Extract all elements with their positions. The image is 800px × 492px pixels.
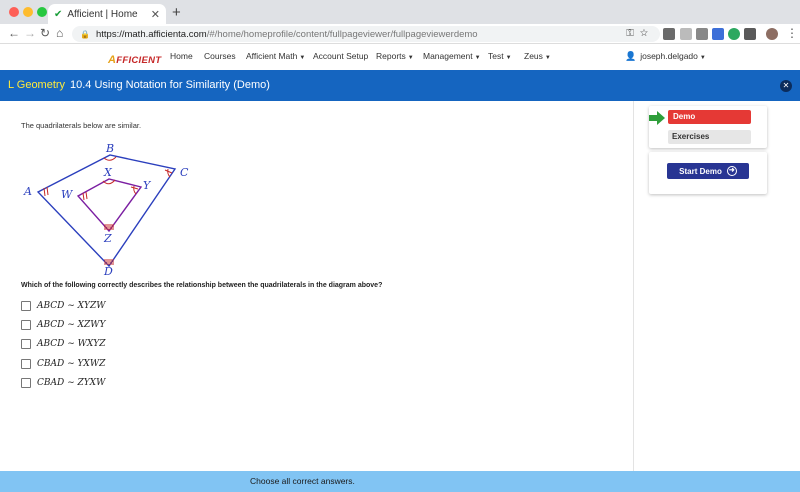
answer-label: CBAD ∼ YXWZ — [37, 359, 106, 369]
answer-option-5[interactable] — [21, 378, 105, 388]
answer-option-4[interactable] — [21, 359, 105, 369]
lock-icon: 🔒 — [80, 29, 90, 39]
chevron-down-icon: ▼ — [544, 55, 551, 61]
minimize-window-button[interactable] — [23, 7, 33, 17]
answer-option-3[interactable] — [21, 339, 106, 349]
extension-blue-icon[interactable] — [712, 28, 724, 40]
label-c: C — [180, 166, 189, 179]
answer-label: ABCD ∼ XZWY — [37, 320, 106, 330]
answer-checkbox[interactable] — [21, 378, 31, 388]
demo-button[interactable]: Demo — [668, 110, 751, 124]
new-tab-button[interactable]: + — [172, 4, 181, 21]
browser-menu-icon[interactable]: ⋮ — [786, 26, 798, 40]
extension-dark-icon[interactable] — [744, 28, 756, 40]
nav-test[interactable]: Test ▼ — [488, 51, 512, 61]
nav-home[interactable]: Home — [170, 51, 193, 61]
arrow-right-circle-icon: ➜ — [727, 166, 737, 176]
label-z: Z — [104, 232, 112, 245]
lesson-header — [0, 70, 800, 101]
extension-k-icon[interactable] — [680, 28, 692, 40]
chevron-down-icon: ▼ — [407, 55, 414, 61]
browser-toolbar — [0, 24, 800, 44]
key-icon[interactable]: ⚿ — [626, 28, 640, 39]
start-demo-button[interactable] — [667, 163, 749, 179]
extension-recycle-icon[interactable] — [663, 28, 675, 40]
question-prompt: The quadrilaterals below are similar. — [21, 121, 142, 130]
user-icon: 👤 — [625, 51, 637, 61]
answer-checkbox[interactable] — [21, 320, 31, 330]
favicon-check-icon: ✔ — [54, 8, 63, 20]
close-window-button[interactable] — [9, 7, 19, 17]
label-x: X — [104, 166, 112, 179]
chevron-down-icon: ▼ — [474, 55, 481, 61]
nav-management[interactable]: Management ▼ — [423, 51, 481, 61]
similar-quadrilaterals-diagram — [20, 141, 200, 276]
chevron-down-icon: ▼ — [505, 55, 512, 61]
star-icon[interactable]: ☆ — [639, 28, 654, 39]
tab-close-icon[interactable]: ✕ — [150, 8, 160, 21]
extension-grammarly-icon[interactable] — [728, 28, 740, 40]
answer-option-2[interactable] — [21, 320, 106, 330]
browser-tab[interactable] — [48, 4, 166, 24]
label-w: W — [61, 188, 73, 201]
nav-zeus[interactable]: Zeus ▼ — [524, 51, 551, 61]
label-a: A — [24, 185, 32, 198]
address-bar[interactable] — [72, 26, 660, 42]
answer-label: CBAD ∼ ZYXW — [37, 378, 106, 388]
label-b: B — [106, 142, 115, 155]
back-arrow-icon[interactable]: ← — [8, 26, 20, 40]
label-d: D — [104, 265, 113, 276]
answer-checkbox[interactable] — [21, 359, 31, 369]
omnibox-actions — [626, 28, 654, 39]
nav-afficient-math[interactable]: Afficient Math ▼ — [246, 51, 306, 61]
reload-icon[interactable]: ↻ — [40, 26, 51, 40]
label-y: Y — [143, 179, 151, 192]
close-icon[interactable]: ✕ — [780, 80, 792, 92]
answer-checkbox[interactable] — [21, 301, 31, 311]
exercises-button[interactable]: Exercises — [668, 130, 751, 144]
tab-title: Afficient | Home — [67, 8, 138, 20]
current-mode-arrow-icon — [649, 111, 665, 125]
answer-label: ABCD ∼ WXYZ — [37, 339, 106, 349]
nav-courses[interactable]: Courses — [204, 51, 236, 61]
app-navbar — [0, 44, 800, 70]
afficient-logo[interactable]: AFFICIENT — [108, 54, 162, 66]
nav-account-setup[interactable]: Account Setup — [313, 51, 369, 61]
forward-arrow-icon[interactable]: → — [24, 26, 36, 40]
chevron-down-icon: ▼ — [299, 55, 306, 61]
chevron-down-icon: ▼ — [699, 55, 706, 61]
extension-camera-icon[interactable] — [696, 28, 708, 40]
answer-checkbox[interactable] — [21, 339, 31, 349]
course-title: L Geometry — [8, 79, 66, 91]
answer-option-1[interactable] — [21, 301, 106, 311]
profile-avatar[interactable] — [766, 28, 778, 40]
nav-reports[interactable]: Reports ▼ — [376, 51, 414, 61]
lesson-title: 10.4 Using Notation for Similarity (Demo) — [70, 79, 270, 91]
start-demo-label: Start Demo — [679, 166, 722, 176]
browser-titlebar — [0, 0, 800, 24]
maximize-window-button[interactable] — [37, 7, 47, 17]
user-menu[interactable]: 👤 joseph.delgado ▼ — [625, 51, 706, 61]
answer-label: ABCD ∼ XYZW — [37, 301, 106, 311]
question-panel — [0, 101, 634, 471]
home-icon[interactable]: ⌂ — [56, 26, 64, 40]
question-text: Which of the following correctly describes the relationship between the quadrilaterals in the diagram above? — [21, 282, 383, 289]
url-text: https://math.afficienta.com/#/home/homeprofile/content/fullpageviewer/fullpageviewerdemo — [95, 28, 478, 40]
instruction-footer — [0, 471, 800, 492]
footer-instruction: Choose all correct answers. — [250, 476, 355, 486]
